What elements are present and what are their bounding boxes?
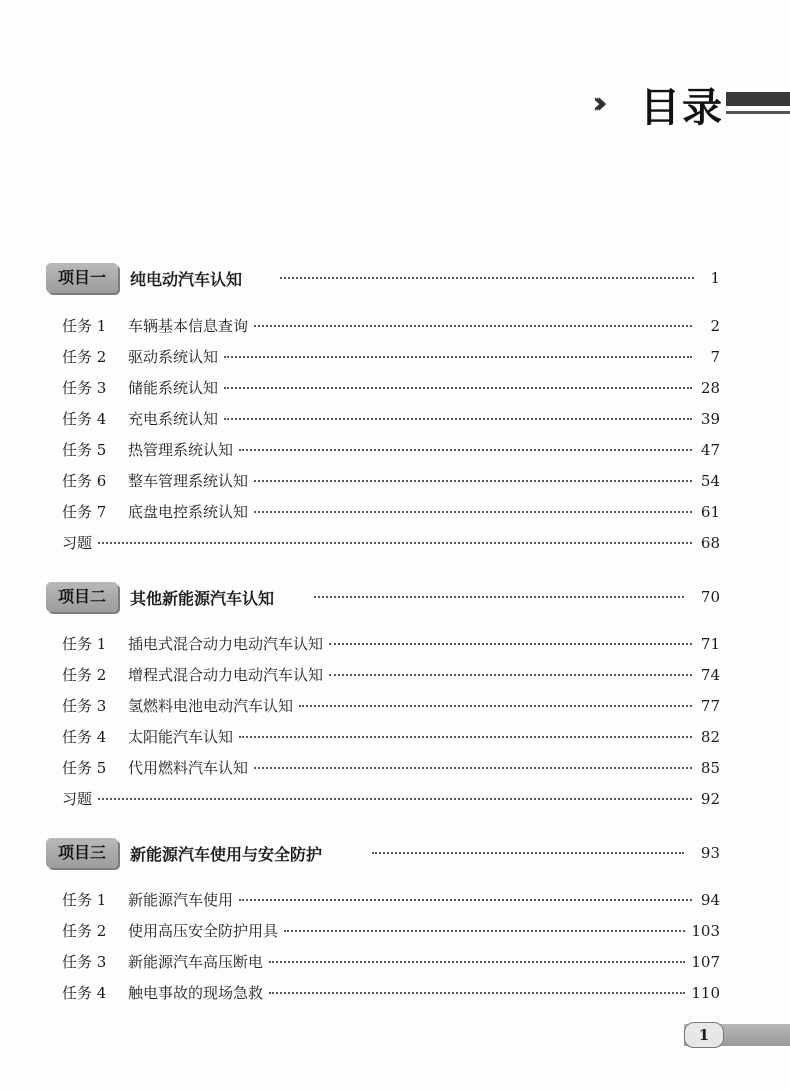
- task-title: 增程式混合动力电动汽车认知: [128, 666, 324, 684]
- task-title: 整车管理系统认知: [128, 472, 249, 490]
- project-badge: 项目二: [46, 582, 118, 612]
- page-number: 77: [700, 697, 720, 715]
- project-title: 纯电动汽车认知: [130, 270, 243, 289]
- page-title: 目录: [640, 85, 724, 131]
- dot-leader: [254, 480, 692, 482]
- project-badge: 项目三: [46, 838, 118, 868]
- toc-item[interactable]: [62, 726, 720, 748]
- page-number: 82: [700, 728, 720, 746]
- task-label: 任务 7: [62, 503, 107, 521]
- task-label: 任务 4: [62, 728, 107, 746]
- task-label: 任务 5: [62, 441, 107, 459]
- page-number: 110: [691, 984, 720, 1002]
- dot-leader: [254, 511, 692, 513]
- page-number: 93: [700, 844, 720, 862]
- task-label: 任务 4: [62, 984, 107, 1002]
- dot-leader: [98, 542, 692, 544]
- toc-item[interactable]: [62, 439, 720, 461]
- page-number: 92: [700, 790, 720, 808]
- toc-item[interactable]: [62, 951, 720, 973]
- dot-leader: [269, 961, 685, 963]
- task-title: 使用高压安全防护用具: [128, 922, 279, 940]
- project-badge: 项目一: [46, 263, 118, 293]
- task-label: 任务 2: [62, 922, 107, 940]
- toc-item[interactable]: [62, 982, 720, 1004]
- task-title: 氢燃料电池电动汽车认知: [128, 697, 294, 715]
- task-title: 储能系统认知: [128, 379, 219, 397]
- dot-leader: [314, 584, 684, 598]
- task-label: 任务 3: [62, 953, 107, 971]
- dot-leader: [284, 930, 685, 932]
- dot-leader: [224, 387, 692, 389]
- page-number: 103: [691, 922, 720, 940]
- toc-header: [580, 72, 790, 132]
- task-label: 任务 1: [62, 317, 107, 335]
- page-number: 1: [710, 269, 720, 287]
- toc-item[interactable]: [62, 889, 720, 911]
- task-label: 任务 4: [62, 410, 107, 428]
- page-number: 54: [700, 472, 720, 490]
- dot-leader: [239, 736, 692, 738]
- toc-item[interactable]: [62, 346, 720, 368]
- title-decoration-line: [726, 111, 790, 114]
- toc-project-2[interactable]: [46, 582, 720, 612]
- page-number: 85: [700, 759, 720, 777]
- task-title: 驱动系统认知: [128, 348, 219, 366]
- task-label: 任务 3: [62, 697, 107, 715]
- page-number: 47: [700, 441, 720, 459]
- task-label: 任务 6: [62, 472, 107, 490]
- toc-item[interactable]: [62, 920, 720, 942]
- task-label: 任务 2: [62, 348, 107, 366]
- task-title: 插电式混合动力电动汽车认知: [128, 635, 324, 653]
- title-decoration-bar: [726, 92, 790, 106]
- page-number: 61: [700, 503, 720, 521]
- task-title: 触电事故的现场急救: [128, 984, 264, 1002]
- toc-project-3[interactable]: [46, 838, 720, 868]
- dot-leader: [98, 798, 692, 800]
- page-number: 7: [710, 348, 720, 366]
- toc-item[interactable]: [62, 664, 720, 686]
- page-number: 2: [710, 317, 720, 335]
- toc-item[interactable]: [62, 695, 720, 717]
- dot-leader: [329, 643, 692, 645]
- page-number: 71: [700, 635, 720, 653]
- page-number: 39: [700, 410, 720, 428]
- task-title: 太阳能汽车认知: [128, 728, 234, 746]
- dot-leader: [254, 325, 692, 327]
- task-label: 任务 5: [62, 759, 107, 777]
- task-title: 热管理系统认知: [128, 441, 234, 459]
- dot-leader: [372, 840, 684, 854]
- toc-item[interactable]: [62, 470, 720, 492]
- dot-leader: [269, 992, 685, 994]
- project-title: 其他新能源汽车认知: [130, 589, 275, 608]
- dot-leader: [254, 767, 692, 769]
- dot-leader: [329, 674, 692, 676]
- task-label: 习题: [62, 534, 93, 552]
- task-label: 任务 1: [62, 635, 107, 653]
- task-label: 任务 2: [62, 666, 107, 684]
- toc-project-1[interactable]: [46, 263, 720, 293]
- toc-item[interactable]: [62, 501, 720, 523]
- toc-item-exercises[interactable]: [62, 788, 720, 810]
- dot-leader: [239, 899, 692, 901]
- task-label: 任务 3: [62, 379, 107, 397]
- task-title: 代用燃料汽车认知: [128, 759, 249, 777]
- dot-leader: [280, 265, 694, 279]
- toc-item[interactable]: [62, 377, 720, 399]
- task-label: 任务 1: [62, 891, 107, 909]
- project-title: 新能源汽车使用与安全防护: [130, 845, 323, 864]
- task-title: 新能源汽车使用: [128, 891, 234, 909]
- footer-page-number: 1: [684, 1022, 724, 1048]
- dot-leader: [299, 705, 692, 707]
- dot-leader: [224, 418, 692, 420]
- page-number: 94: [700, 891, 720, 909]
- dot-leader: [239, 449, 692, 451]
- toc-item-exercises[interactable]: [62, 532, 720, 554]
- toc-item[interactable]: [62, 408, 720, 430]
- task-title: 充电系统认知: [128, 410, 219, 428]
- toc-item[interactable]: [62, 315, 720, 337]
- task-title: 新能源汽车高压断电: [128, 953, 264, 971]
- page-number: 68: [700, 534, 720, 552]
- page-number: 28: [700, 379, 720, 397]
- toc-item[interactable]: [62, 633, 720, 655]
- page-number: 70: [700, 588, 720, 606]
- page-number: 74: [700, 666, 720, 684]
- task-title: 车辆基本信息查询: [128, 317, 249, 335]
- dot-leader: [224, 356, 692, 358]
- page-number: 107: [691, 953, 720, 971]
- toc-item[interactable]: [62, 757, 720, 779]
- double-chevron-icon: ›››: [592, 86, 598, 121]
- task-label: 习题: [62, 790, 93, 808]
- task-title: 底盘电控系统认知: [128, 503, 249, 521]
